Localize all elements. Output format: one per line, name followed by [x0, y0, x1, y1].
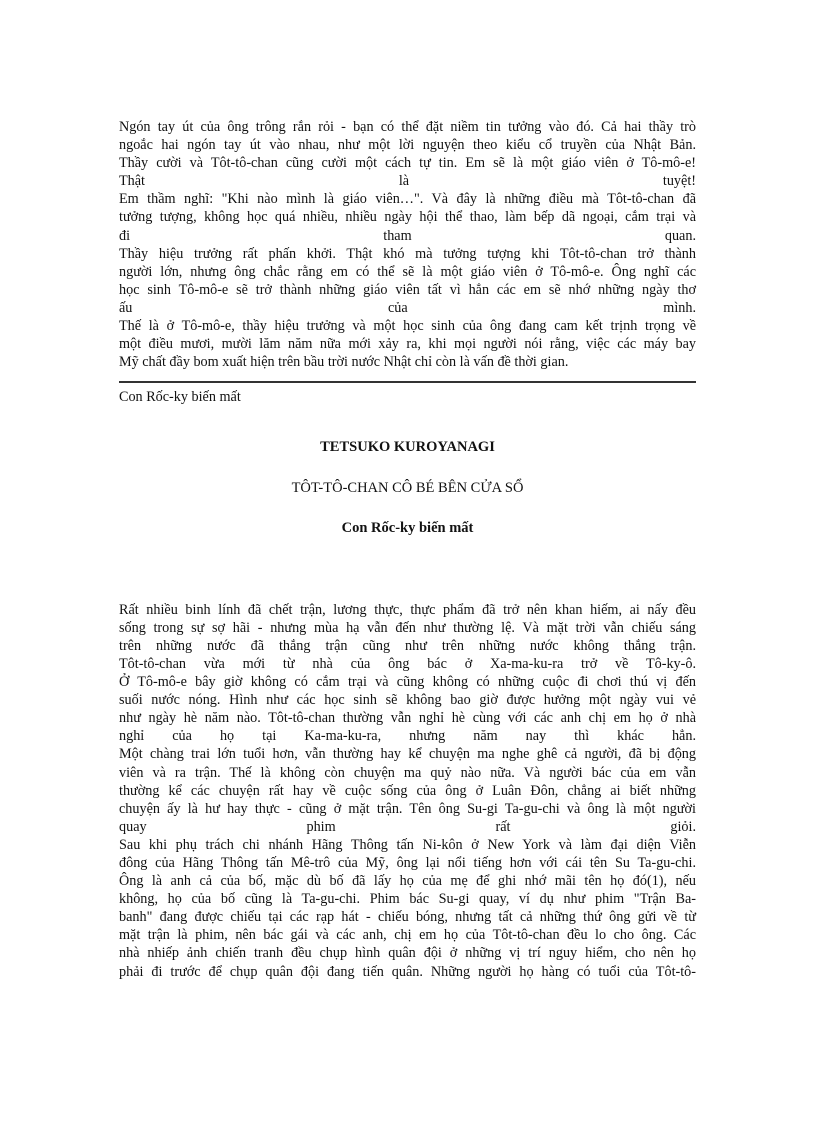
- text-line: Ngón tay út của ông trông rắn rỏi - bạn có thể đặt niềm tin tưởng vào đó. Cả hai thầy trò: [119, 119, 696, 135]
- text-line: ấu của mình.: [119, 299, 696, 316]
- text-line: học sinh Tô-mô-e sẽ trở thành những giáo viên tất vì hẳn các em sẽ nhớ những ngày thơ: [119, 281, 696, 298]
- text-line: suối nước nóng. Hình như các học sinh sẽ không bao giờ được hưởng một ngày vui vẻ: [119, 692, 696, 709]
- text-line: nhà nhiếp ảnh chiến tranh đều chụp hình quân đội ở những vị trí nguy hiểm, cho nên họ: [119, 945, 696, 962]
- document-page: [119, 118, 696, 981]
- section-label: Con Rốc-ky biến mất: [119, 389, 241, 406]
- paragraph-2: [119, 601, 696, 981]
- text-line: viên và ra trận. Thế là không còn chuyện ma quỷ nào nữa. Và người bác của em vẫn: [119, 764, 696, 781]
- text-line: Thế là ở Tô-mô-e, thầy hiệu trưởng và một học sinh của ông đang cam kết trịnh trọng về: [119, 318, 696, 335]
- book-title: TÔT-TÔ-CHAN CÔ BÉ BÊN CỬA SỔ: [291, 479, 524, 496]
- paragraph-1: [119, 118, 696, 371]
- text-line: thường kể các chuyện rất hay về cuộc sống của ông ở Luân Đôn, chẳng ai biết những: [119, 782, 696, 799]
- text-line: đi tham quan.: [119, 227, 696, 244]
- text-line: tưởng tượng, không học quá nhiều, nhiều ngày hội thể thao, làm bếp dã ngoại, cắm trại và: [119, 209, 696, 226]
- text-line: chuyện ấy là hư hay thực - cũng ở mặt trận. Tên ông Su-gi Ta-gu-chi và ông là một người: [119, 800, 696, 817]
- text-line: phải đi trước để chụp quân đội đang tiến quân. Những người họ hàng có tuổi của Tôt-tô-: [119, 963, 696, 980]
- text-line: Rất nhiều binh lính đã chết trận, lương thực, thực phẩm đã trở nên khan hiếm, ai nấy đều: [119, 601, 696, 618]
- text-line: trên những nước đã thắng trận cũng như trên những nước không thắng trận.: [119, 637, 696, 654]
- text-line: nghỉ của họ tại Ka-ma-ku-ra, nhưng năm nay thì khác hẳn.: [119, 728, 696, 745]
- text-line: Thật là tuyệt!: [119, 173, 696, 190]
- text-line: Thầy cười và Tôt-tô-chan cũng cười một cách tự tin. Em sẽ là một giáo viên ở Tô-mô-e!: [119, 155, 696, 172]
- text-line: một điều mươi, mười lăm năm nữa mới xảy ra, khi mọi người nói rằng, việc các máy bay: [119, 336, 696, 353]
- text-line: Tôt-tô-chan vừa mới từ nhà của ông bác ở Xa-ma-ku-ra trở về Tô-ky-ô.: [119, 655, 696, 672]
- text-line: banh" đang được chiếu tại các rạp hát - chiếu bóng, nhưng tất cả những thứ ông gửi về từ: [119, 909, 696, 926]
- text-line: đông của Hãng Thông tấn Mê-trô của Mỹ, ông lại nổi tiếng hơn với cái tên Su Ta-gu-chi.: [119, 855, 696, 871]
- text-line: như ngày hè năm nào. Tôt-tô-chan thường vẫn nghỉ hè cùng với các anh chị em họ ở nhà: [119, 710, 696, 727]
- horizontal-divider: [119, 381, 696, 383]
- author-heading: TETSUKO KUROYANAGI: [320, 439, 495, 456]
- text-line: Một chàng trai lớn tuổi hơn, vẫn thường hay kể chuyện ma nghe ghê cả người, đã bị động: [119, 746, 696, 763]
- chapter-title: Con Rốc-ky biến mất: [341, 519, 474, 536]
- text-line: ngoắc hai ngón tay út vào nhau, như một lời nguyện theo kiểu cổ truyền của Nhật Bản.: [119, 137, 696, 154]
- text-line: Sau khi phụ trách chi nhánh Hãng Thông tấn Ni-kôn ở New York và làm đại diện Viễn: [119, 836, 696, 853]
- text-line: quay phim rất giỏi.: [119, 818, 696, 835]
- text-line: Mỹ chất đầy bom xuất hiện trên bầu trời nước Nhật chỉ còn là vấn đề thời gian.: [119, 354, 569, 371]
- text-line: Ở Tô-mô-e bây giờ không có cắm trại và cũng không có những cuộc đi chơi thú vị đến: [119, 674, 696, 691]
- text-line: Thầy hiệu trưởng rất phấn khởi. Thật khó mà tưởng tượng khi Tôt-tô-chan trở thành: [119, 245, 696, 262]
- text-line: người lớn, nhưng ông chắc rằng em có thể sẽ là một giáo viên ở Tô-mô-e. Ông nghĩ các: [119, 263, 696, 280]
- text-line: Ông là anh cả của bố, mặc dù bố đã lấy họ của mẹ để ghi nhớ mãi tên họ đó(1), nếu: [119, 873, 696, 890]
- text-line: mặt trận là phim, nên bác gái và các anh, chị em họ của Tôt-tô-chan đều lo cho ông. Các: [119, 927, 696, 944]
- text-line: không, họ của bố cũng là Ta-gu-chi. Phim bác Su-gi quay, ví dụ như phim "Trận Ba-: [119, 891, 696, 908]
- text-line: Em thầm nghĩ: "Khi nào mình là giáo viên…". Và đây là những điều mà Tôt-tô-chan đã: [119, 191, 696, 208]
- text-line: sống trong sự sợ hãi - nhưng mùa hạ vẫn đến như thường lệ. Và mặt trời vẫn chiếu sáng: [119, 619, 696, 636]
